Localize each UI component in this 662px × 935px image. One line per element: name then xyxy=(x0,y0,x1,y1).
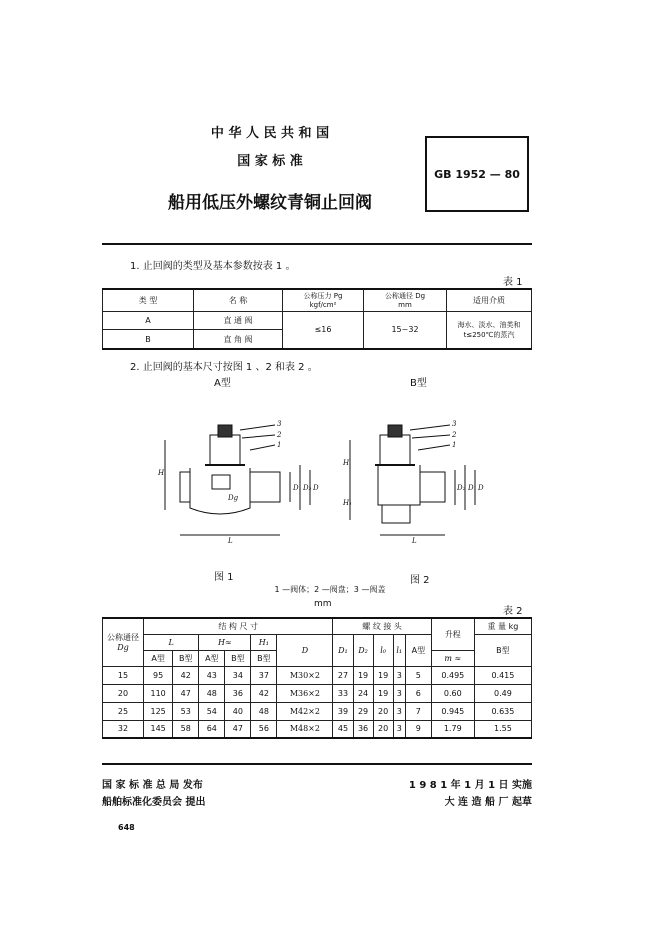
table-cell: M48×2 xyxy=(277,720,333,738)
table-cell: 20 xyxy=(103,684,144,702)
table-cell: 6 xyxy=(405,684,431,702)
svg-text:D₂: D₂ xyxy=(303,484,312,492)
t1-diameter: 15~32 xyxy=(364,311,447,349)
t1-h-pressure: 公称压力 Pg kgf/cm² xyxy=(283,289,364,311)
table-cell: M30×2 xyxy=(277,666,333,684)
t1-type-a: A xyxy=(103,311,194,330)
table-cell: 64 xyxy=(199,720,225,738)
svg-text:L: L xyxy=(228,537,233,545)
table1-label: 表 1 xyxy=(503,277,523,288)
table-cell: 125 xyxy=(144,702,173,720)
table-cell: 9 xyxy=(405,720,431,738)
t1-h-type: 类 型 xyxy=(103,289,194,311)
table-cell: 95 xyxy=(144,666,173,684)
t2-h-h-b: B型 xyxy=(225,650,251,666)
t2-h-h1-b: B型 xyxy=(251,650,277,666)
t1-name-a: 直 通 阀 xyxy=(194,311,283,330)
t1-type-b: B xyxy=(103,330,194,349)
t2-h-dg xyxy=(103,618,144,666)
table-cell: M42×2 xyxy=(277,702,333,720)
t2-h-weight-b: B型 xyxy=(474,634,531,666)
table-cell: 56 xyxy=(251,720,277,738)
table-cell: 53 xyxy=(173,702,199,720)
page-number: 648 xyxy=(118,823,135,832)
table-cell: 45 xyxy=(333,720,353,738)
table-cell: 33 xyxy=(333,684,353,702)
implement-date: 1 9 8 1 年 1 月 1 日 实施 xyxy=(408,780,532,791)
t1-h-medium: 适用介质 xyxy=(447,289,532,311)
table-cell: 0.635 xyxy=(474,702,531,720)
svg-text:D₁: D₁ xyxy=(468,484,477,492)
std-category: 国 家 标 准 xyxy=(237,154,303,169)
t1-h-diameter: 公称通径 Dg mm xyxy=(364,289,447,311)
table-row xyxy=(103,702,532,720)
fig-a-type: A型 xyxy=(214,378,231,389)
table-cell: 19 xyxy=(373,666,393,684)
table-cell: 39 xyxy=(333,702,353,720)
table-cell: 145 xyxy=(144,720,173,738)
table-cell: 0.60 xyxy=(431,684,474,702)
t2-h-l: L xyxy=(144,634,199,650)
table-cell: 7 xyxy=(405,702,431,720)
figure-legend: 1 —阀体；2 —阀盘；3 —阀盖 xyxy=(274,585,386,594)
page-title: 船用低压外螺纹青铜止回阀 xyxy=(168,193,372,213)
table-cell: 20 xyxy=(373,720,393,738)
table-cell: M36×2 xyxy=(277,684,333,702)
svg-text:2: 2 xyxy=(452,431,457,439)
org-name: 中 华 人 民 共 和 国 xyxy=(210,126,330,141)
svg-text:2: 2 xyxy=(277,431,282,439)
t2-h-lift: 升程 xyxy=(431,618,474,650)
t2-h-h: H≈ xyxy=(199,634,251,650)
t2-h-weight-a: A型 xyxy=(405,634,431,666)
table1 xyxy=(102,288,532,350)
svg-text:D: D xyxy=(478,484,484,492)
section1-text: 1. 止回阀的类型及基本参数按表 1 。 xyxy=(130,261,296,272)
table-cell: 43 xyxy=(199,666,225,684)
table2 xyxy=(102,617,532,739)
table-cell: 27 xyxy=(333,666,353,684)
t1-medium: 海水、淡水、油类和 t≤250℃的蒸汽 xyxy=(447,311,532,349)
t2-h-l1: l₁ xyxy=(393,634,405,666)
drafter: 大 连 造 船 厂 起草 xyxy=(444,797,532,808)
table-cell: 29 xyxy=(353,702,373,720)
valve-b-drawing xyxy=(340,410,510,565)
table-cell: 1.55 xyxy=(474,720,531,738)
table-cell: 47 xyxy=(173,684,199,702)
svg-text:H: H xyxy=(343,459,350,467)
table-cell: 36 xyxy=(225,684,251,702)
t2-h-h1: H₁ xyxy=(251,634,277,650)
section2-text: 2. 止回阀的基本尺寸按图 1 、2 和表 2 。 xyxy=(130,362,318,373)
table-cell: 15 xyxy=(103,666,144,684)
table-cell: 40 xyxy=(225,702,251,720)
issuer-line1: 国 家 标 准 总 局 发布 xyxy=(102,780,203,791)
t2-h-dg-cn: 公称通径 xyxy=(107,633,139,643)
std-number-box xyxy=(425,136,529,212)
table-cell: 0.945 xyxy=(431,702,474,720)
table-cell: 25 xyxy=(103,702,144,720)
std-number: GB 1952 — 80 xyxy=(434,168,520,181)
t2-h-d1: D₁ xyxy=(333,634,353,666)
table-cell: 19 xyxy=(373,684,393,702)
table-cell: 36 xyxy=(353,720,373,738)
table2-unit: mm xyxy=(314,599,332,609)
table-cell: 20 xyxy=(373,702,393,720)
svg-text:1: 1 xyxy=(452,441,457,449)
figure1-caption: 图 1 xyxy=(214,572,234,583)
figure2-caption: 图 2 xyxy=(410,575,430,586)
table-cell: 19 xyxy=(353,666,373,684)
svg-text:H: H xyxy=(158,469,165,477)
svg-text:3: 3 xyxy=(277,420,282,428)
table-row xyxy=(103,720,532,738)
table-cell: 37 xyxy=(251,666,277,684)
header-rule xyxy=(102,243,532,245)
table-cell: 3 xyxy=(393,702,405,720)
table-cell: 34 xyxy=(225,666,251,684)
t2-h-l0: l₀ xyxy=(373,634,393,666)
t2-body xyxy=(103,666,532,738)
table-cell: 1.79 xyxy=(431,720,474,738)
table-cell: 0.415 xyxy=(474,666,531,684)
t2-h-struct: 结 构 尺 寸 xyxy=(144,618,333,634)
issuer-line2: 船舶标准化委员会 提出 xyxy=(102,797,206,808)
table-cell: 3 xyxy=(393,666,405,684)
table-cell: 3 xyxy=(393,684,405,702)
svg-text:1: 1 xyxy=(277,441,282,449)
svg-text:3: 3 xyxy=(452,420,457,428)
table-cell: 110 xyxy=(144,684,173,702)
t1-name-b: 直 角 阀 xyxy=(194,330,283,349)
table-row xyxy=(103,684,532,702)
t1-pressure: ≤16 xyxy=(283,311,364,349)
svg-text:Dg: Dg xyxy=(228,494,239,502)
t2-h-d2: D₂ xyxy=(353,634,373,666)
t2-h-weight: 重 量 kg xyxy=(474,618,531,634)
svg-text:H₁: H₁ xyxy=(343,499,352,507)
table-cell: 47 xyxy=(225,720,251,738)
table-cell: 42 xyxy=(173,666,199,684)
valve-a-drawing xyxy=(150,410,330,565)
table-cell: 3 xyxy=(393,720,405,738)
svg-text:D: D xyxy=(313,484,319,492)
t2-h-dg-sym: Dg xyxy=(117,643,129,653)
t2-h-thread: 螺 纹 接 头 xyxy=(333,618,431,634)
t2-h-m: m ≈ xyxy=(431,650,474,666)
table-cell: 54 xyxy=(199,702,225,720)
table-cell: 0.49 xyxy=(474,684,531,702)
svg-text:D₂: D₂ xyxy=(457,484,466,492)
t2-h-d: D xyxy=(277,634,333,666)
fig-b-type: B型 xyxy=(410,378,427,389)
table2-label: 表 2 xyxy=(503,606,523,617)
t1-h-name: 名 称 xyxy=(194,289,283,311)
table-cell: 5 xyxy=(405,666,431,684)
table-cell: 42 xyxy=(251,684,277,702)
footer-rule xyxy=(102,763,532,765)
svg-text:L: L xyxy=(412,537,417,545)
table-row xyxy=(103,666,532,684)
table-cell: 0.495 xyxy=(431,666,474,684)
table-cell: 48 xyxy=(251,702,277,720)
table-cell: 48 xyxy=(199,684,225,702)
table-cell: 24 xyxy=(353,684,373,702)
t2-h-l-a: A型 xyxy=(144,650,173,666)
t2-h-h-a: A型 xyxy=(199,650,225,666)
svg-text:D₁: D₁ xyxy=(293,484,302,492)
t2-h-l-b: B型 xyxy=(173,650,199,666)
table-cell: 58 xyxy=(173,720,199,738)
table-cell: 32 xyxy=(103,720,144,738)
